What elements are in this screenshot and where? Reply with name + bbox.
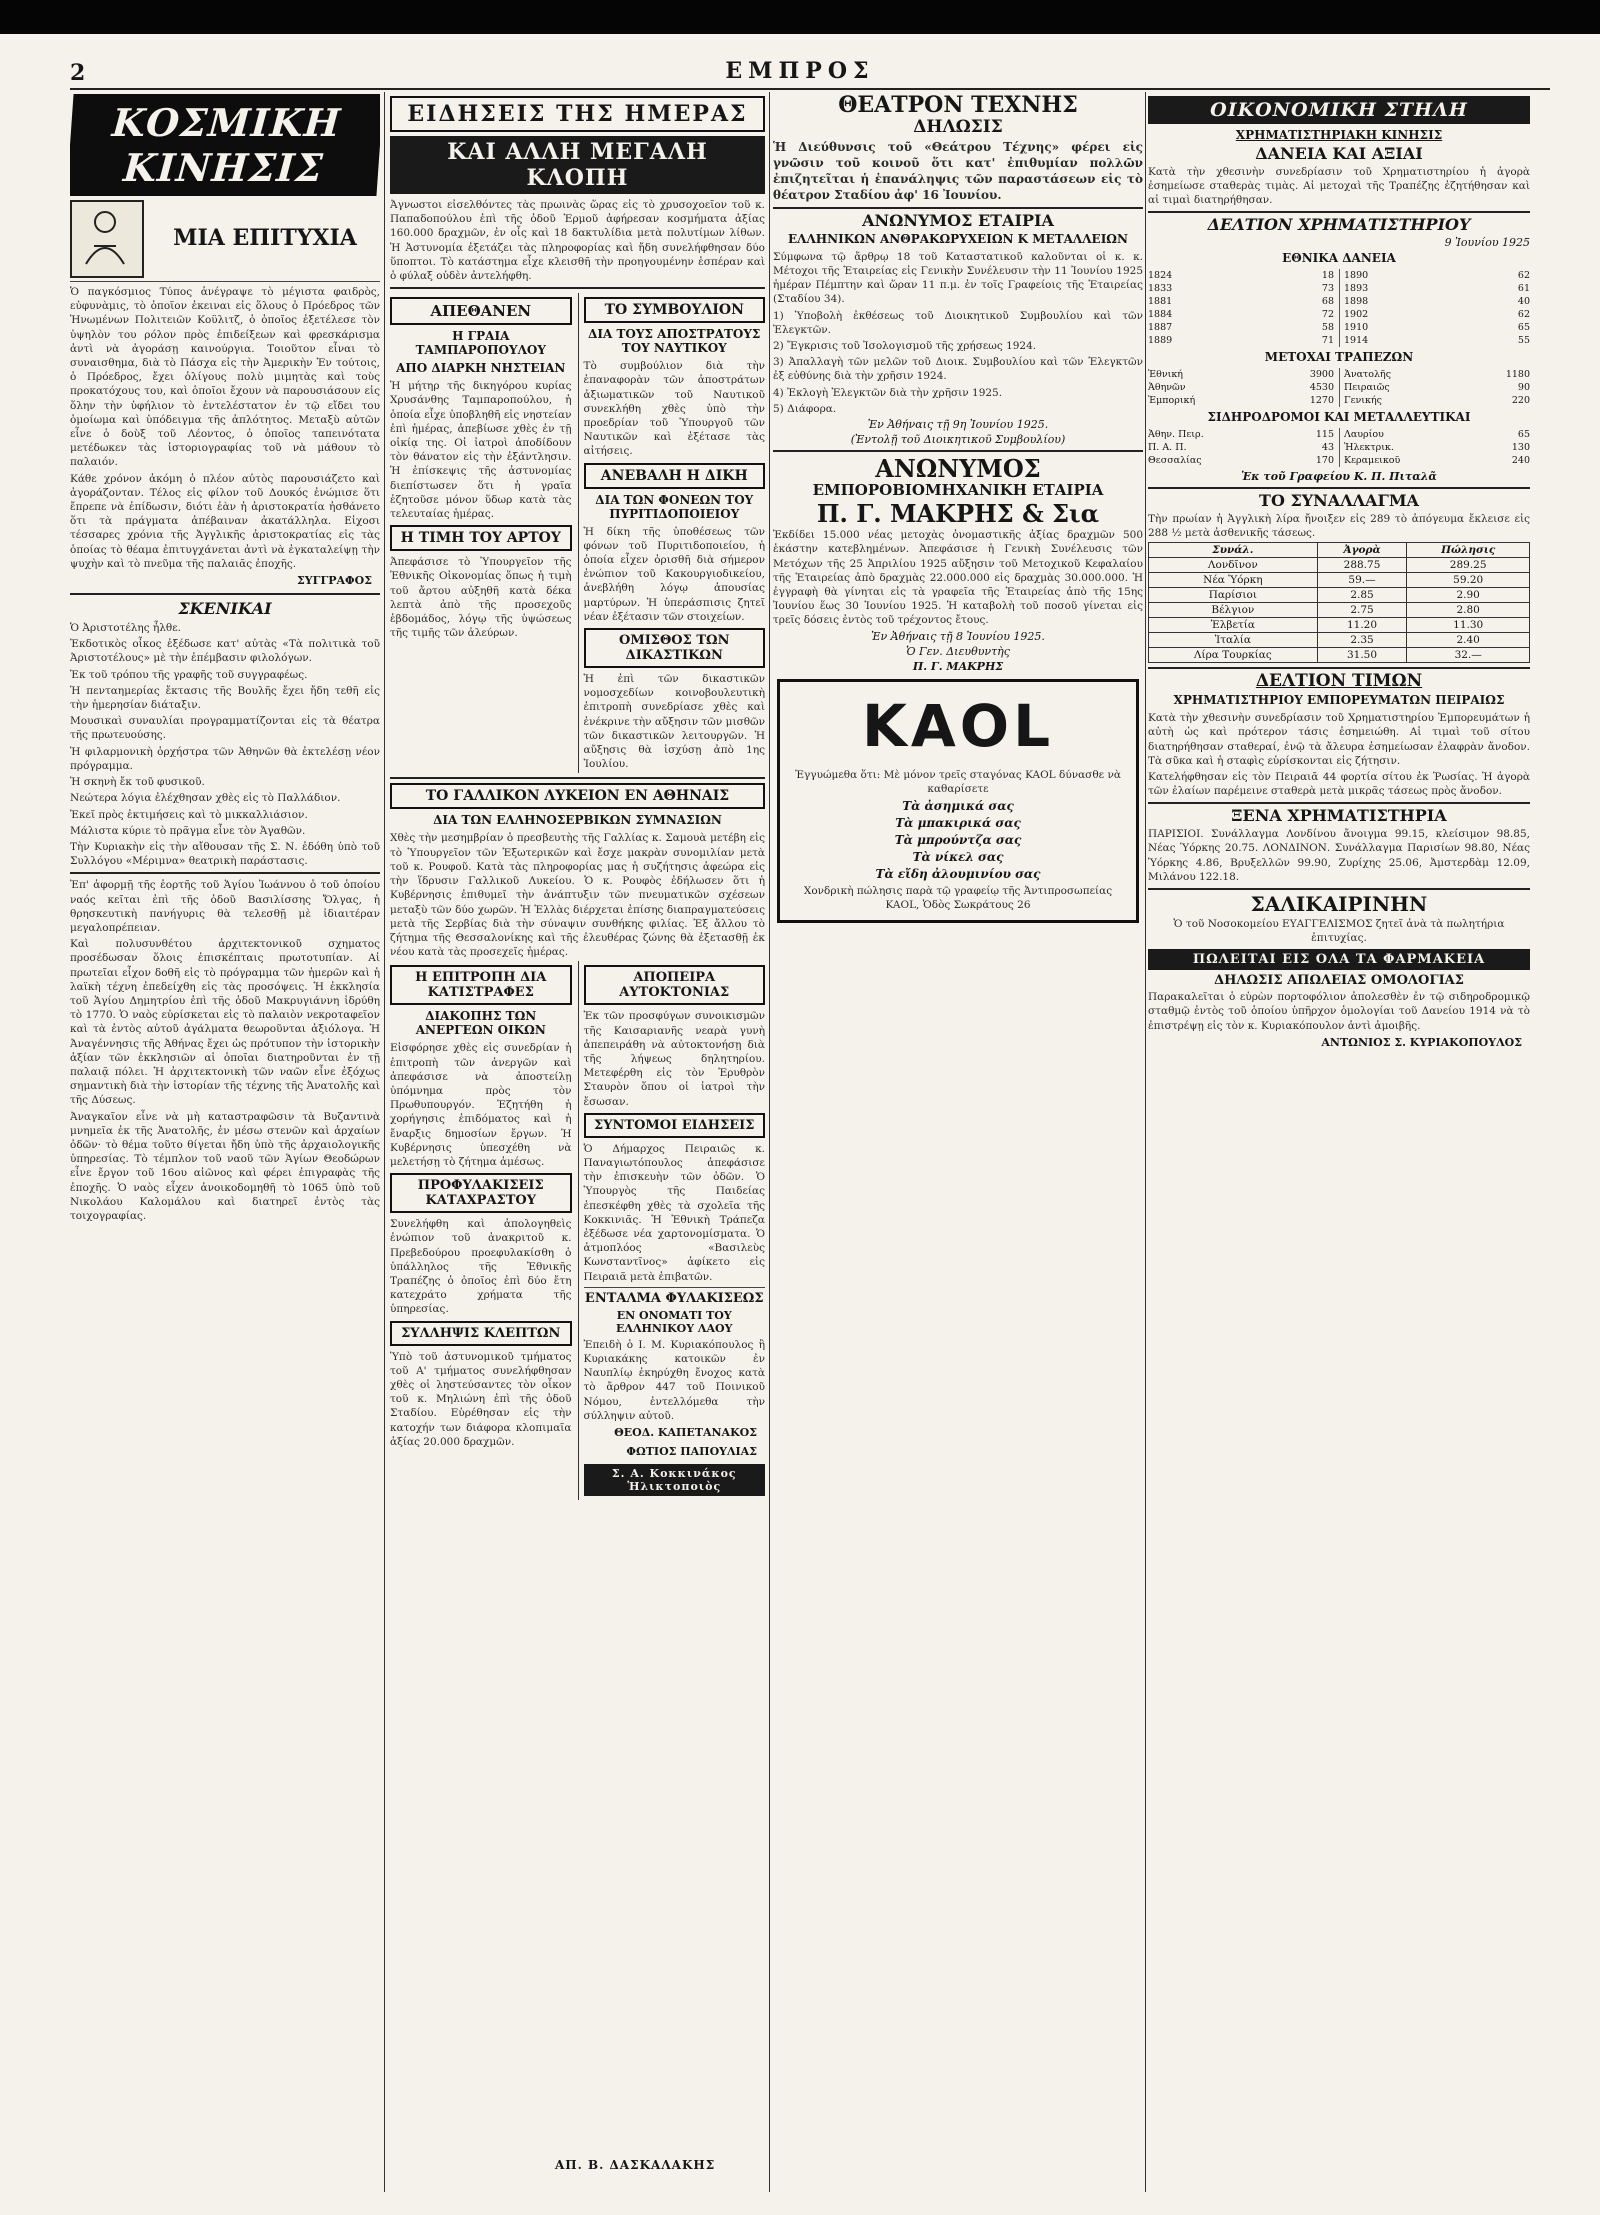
divider — [1148, 487, 1530, 489]
news-item: Ἐκεῖ πρὸς ἐκτιμήσεις καὶ τὸ μικκαλλιάσιον. — [70, 808, 308, 821]
rail-heading: ΣΙΔΗΡΟΔΡΟΜΟΙ ΚΑΙ ΜΕΤΑΛΛΕΥΤΙΚΑΙ — [1207, 410, 1471, 425]
kaol-line: Τὰ μπρούντζα σας — [894, 832, 1022, 847]
story-title: ΣΥΝΤΟΜΟΙ ΕΙΔΗΣΕΙΣ — [584, 1113, 766, 1138]
bond-row: 1910 65 — [1344, 322, 1530, 334]
masthead — [70, 58, 1550, 90]
fx-header: Πώλησις — [1407, 543, 1530, 558]
divider — [70, 872, 380, 874]
column-divider — [1145, 92, 1146, 2192]
finance-subtitle: ΧΡΗΜΑΤΙΣΤΗΡΙΑΚΗ ΚΙΝΗΣΙΣ — [1235, 128, 1443, 142]
news-item: Ὁ Ἀριστοτέλης ἦλθε. — [70, 622, 181, 635]
story-title: ΤΟ ΓΑΛΛΙΚΟΝ ΛΥΚΕΙΟΝ ΕΝ ΑΘΗΝΑΙΣ — [390, 783, 765, 809]
prices-text: Κατὰ τὴν χθεσινὴν συνεδρίασιν τοῦ Χρηματιστηρίου Ἐμπορευμάτων ἡ αὐτὴ ὡς καὶ πρότερον τάσις ἐσημειώθη. Αἱ τιμαὶ τοῦ σίτου διατηρήθησαν σταθεραί, ἐνῷ τὰ ἄλευρα ἐσημείωσαν ἐλαφρὰν ἄνοδον. Τὰ σῦκα καὶ ἡ σταφὶς εὑρίσκονται εἰς ζήτησιν. — [1148, 712, 1530, 767]
fx-row: Παρίσιοι 2.85 2.90 — [1149, 588, 1530, 603]
story-title: ΑΠΟΠΕΙΡΑ ΑΥΤΟΚΤΟΝΙΑΣ — [584, 965, 766, 1005]
notice-signature: Π. Γ. ΜΑΚΡΗΣ — [912, 659, 1004, 673]
story-body: Τὸ συμβούλιον διὰ τὴν ἐπαναφορὰν τῶν ἀποστράτων ἀξιωματικῶν τοῦ Ναυτικοῦ συνεκλήθη χθὲς ὑπὸ τὴν προεδρίαν τοῦ Ὑπουργοῦ τῶν Ναυτικῶν καὶ ἐξέτασε τὰς αἰτήσεις. — [583, 360, 765, 458]
company-notice: Ἐκδίδει 15.000 νέας μετοχὰς ὀνομαστικῆς ἀξίας δραχμῶν 500 ἑκάστην κατεβλημένων. Ἀπεφάσισε ἡ Γενικὴ Συνέλευσις τῶν Μετόχων τῆς 25 Ἀπριλίου 1925 αὔξησιν τοῦ Μετοχικοῦ Κεφαλαίου τῆς Ἑταιρείας ἀπὸ δραχμὰς 22.000.000 εἰς δραχμὰς 30.000.000. Ἡ ἐγγραφὴ θὰ γίνηται εἰς τὰ γραφεῖα τῆς Ἑταιρείας ἀπὸ τῆς 15ης Ἰουνίου ἕως 30 Ἰουνίου 1925. Ἡ καταβολὴ τοῦ ποσοῦ γίνεται εἰς τρεῖς δόσεις ἐντὸς τοῦ τρέχοντος ἔτους. — [773, 529, 1143, 627]
foreign-text: ΠΑΡΙΣΙΟΙ. Συνάλλαγμα Λονδίνου ἄνοιγμα 99.15, κλείσιμον 98.85, Νέας Ὑόρκης 20.75. ΛΟΝΔΙΝΟΝ. Συνάλλαγμα Παρισίων 98.80, Νέας Ὑόρκης 4.86, Βρυξελλῶν 99.90, Ζυρίχης 25.06, Ἀμστερδὰμ 12.09, Μιλάνου 122.18. — [1148, 828, 1530, 883]
bank-row: Ἀνατολῆς 1180 — [1344, 369, 1530, 381]
fx-row: Ἐλβετία 11.20 11.30 — [1149, 618, 1530, 633]
notice-signature: ΦΩΤΙΟΣ ΠΑΠΟΥΛΙΑΣ — [626, 1444, 757, 1458]
top-scan-band — [0, 0, 1600, 34]
news-item: Ἡ φιλαρμονικὴ ὁρχήστρα τῶν Ἀθηνῶν θὰ ἐκτελέσῃ νέον πρόγραμμα. — [70, 745, 380, 772]
story-body: Εἰσφόρησε χθὲς εἰς συνεδρίαν ἡ ἐπιτροπὴ τῶν ἀνεργῶν καὶ ἀπεφάσισε νὰ ἀποστείλῃ ὑπόμνημα πρὸς τὸν Πρωθυπουργόν. Ἐζητήθη ἡ χορήγησις ἐπιδόματος καὶ ἡ ἔναρξις δημοσίων ἔργων. Ἡ Κυβέρνησις ὑπεσχέθη νὰ μελετήσῃ τὸ ζήτημα ἀμέσως. — [390, 1042, 572, 1168]
company-name: Π. Γ. ΜΑΚΡΗΣ & Σια — [816, 498, 1100, 528]
bank-row: Ἐμπορική 1270 — [1148, 395, 1334, 407]
divider — [70, 281, 380, 282]
story-title: Η ΕΠΙΤΡΟΠΗ ΔΙΑ ΚΑΤΙΣΤΡΑΦΕΣ — [390, 965, 572, 1005]
theater-title: ΘΕΑΤΡΟΝ ΤΕΧΝΗΣ — [838, 92, 1078, 118]
illustration-icon — [70, 200, 144, 278]
loans-title: ΔΑΝΕΙΑ ΚΑΙ ΑΞΙΑΙ — [1255, 144, 1423, 163]
kaol-line: Τὰ μπακιρικά σας — [895, 815, 1021, 830]
section-title: ΣΚΕΝΙΚΑΙ — [178, 599, 272, 619]
story-subtitle: Η ΓΡΑΙΑ ΤΑΜΠΑΡΟΠΟΥΛΟΥ — [415, 329, 546, 358]
story-body: Ἀπεφάσισε τὸ Ὑπουργεῖον τῆς Ἐθνικῆς Οἰκονομίας ὅπως ἡ τιμὴ τοῦ ἄρτου αὐξηθῆ κατὰ δέκα λεπτὰ ἀπὸ τῆς προσεχοῦς ἑβδομάδος, λόγῳ τῆς ὑψώσεως τῆς τιμῆς τῶν ἀλεύρων. — [390, 556, 572, 640]
story-title: ΣΥΛΛΗΨΙΣ ΚΛΕΠΤΩΝ — [390, 1321, 572, 1346]
agenda-item: 5) Διάφορα. — [773, 402, 837, 415]
bond-row: 1887 58 — [1148, 322, 1334, 334]
divider — [1148, 888, 1530, 890]
prices-subtitle: ΧΡΗΜΑΤΙΣΤΗΡΙΟΥ ΕΜΠΟΡΕΥΜΑΤΩΝ ΠΕΙΡΑΙΩΣ — [1173, 693, 1505, 708]
notice-body: Ἐπειδὴ ὁ Ι. Μ. Κυριακόπουλος ἢ Κυριακάκης κατοικῶν ἐν Ναυπλίῳ ἐκηρύχθη ἔνοχος κατὰ τὸ ἄρθρον 447 τοῦ Ποινικοῦ Νόμου, ἐντελλόμεθα τὴν σύλληψιν αὐτοῦ. — [583, 1338, 765, 1422]
ad-subtitle: ΠΩΛΕΙΤΑΙ ΕΙΣ ΟΛΑ ΤΑ ΦΑΡΜΑΚΕΙΑ — [1148, 949, 1530, 970]
story-title: ΟΜΙΣΘΟΣ ΤΩΝ ΔΙΚΑΣΤΙΚΩΝ — [584, 628, 766, 668]
fx-title: ΤΟ ΣΥΝΑΛΛΑΓΜΑ — [1259, 491, 1419, 511]
headline: ΜΙΑ ΕΠΙΤΥΧΙΑ — [173, 225, 357, 252]
article-signature: ΣΥΓΓΡΑΦΟΣ — [297, 574, 372, 588]
bank-row: Γενικής 220 — [1344, 395, 1530, 407]
divider — [1148, 667, 1530, 669]
article-signature: ΑΠ. Β. ΔΑΣΚΑΛΑΚΗΣ — [555, 2158, 716, 2172]
article-body: Ὁ παγκόσμιος Τύπος ἀνέγραψε τὸ μέγιστα φαιδρὸς, εὐφυνὰμις, τὸ ὁποῖον ἐκειναι εἰς ὅλους ὁ Πρόεδρος τῶν Ἡνωμένων Πολιτειῶν Κοϋλιτζ, ὁ ὁποῖος ἐξετέλεσε τὸν ὑψηλὸν του ρόλον πρὸς ἐπιδείξεων καὶ φρεσκάρισμα ἀντὶ νὰ ἀγοράσῃ καινούργια. Τοιοῦτον εἶναι τὸ συναισθημα, διὰ τὸ Πάσχα εἰς τὴν Ἀμερικὴν Ἐν τούτοις, ὁ Πρόεδρος, ἔχει ὀλίγους πολὺ μιμητὰς καὶ τοὺς προκατόχους του, καὶ ὁποῖοι ἔχουν νὰ παρουσιάσουν εἰς ὅλην τὴν ὑφήλιον τὸ ἐντελέστατον ἐν τῷ εἴδει του ὁμοίωμα καὶ ὑπόδειγμα τῆς ἀπλότητος. Μεταξὺ αὐτῶν εἶνε ὁ δοὺξ τοῦ Λέοντος, ὁ ὁποῖος ταπεινότατα μετέδωκεν τὰς ἱστοριογραφίας τοῦ νὰ μάθουν τὸ παλαιόν. — [70, 286, 380, 469]
news-item: Μάλιστα κύριε τὸ πρᾶγμα εἶνε τὸν Ἀγαθῶν. — [70, 824, 306, 837]
notice-date: Ἐν Ἀθήναις τῇ 8 Ἰουνίου 1925. — [871, 629, 1045, 643]
news-item: Ἡ πενταημερίας ἔκτασις τῆς Βουλῆς ἔχει ἤδη τεθῆ εἰς τὴν ἡμερησίαν διάταξιν. — [70, 684, 380, 712]
company-subtitle: ΕΛΛΗΝΙΚΩΝ ΑΝΘΡΑΚΩΡΥΧΕΙΩΝ Κ ΜΕΤΑΛΛΕΙΩΝ — [788, 231, 1128, 246]
theater-subtitle: ΔΗΛΩΣΙΣ — [913, 117, 1003, 138]
loans-text: Κατὰ τὴν χθεσινὴν συνεδρίασιν τοῦ Χρηματιστηρίου ἡ ἀγορὰ ἐσημείωσε σταθερὰς τιμὰς. Αἱ μετοχαὶ τῆς Τραπέζης ἐζητήθησαν καὶ αἱ τιμαὶ διατηρήθησαν. — [1148, 165, 1530, 207]
bond-row: 1884 72 — [1148, 309, 1334, 321]
fx-header: Συνάλ. — [1149, 543, 1318, 558]
page-number: 2 — [70, 60, 86, 86]
news-item: Τὴν Κυριακὴν εἰς τὴν αἴθουσαν τῆς Σ. Ν. ἐδόθη ὑπὸ τοῦ Συλλόγου «Μέριμνα» θεατρικὴ παράστασις. — [70, 840, 380, 868]
rail-list — [1148, 428, 1530, 467]
column-social — [70, 92, 380, 2192]
kaol-line: Τὰ νίκελ σας — [912, 849, 1004, 864]
news-item: Ἡ σκηνὴ ἔκ τοῦ φυσικοῦ. — [70, 776, 205, 789]
rail-row: Ἀθην. Πειρ. 115 — [1148, 429, 1334, 441]
rail-row: Κεραμεικοῦ 240 — [1344, 455, 1530, 467]
company-subtitle: ΕΜΠΟΡΟΒΙΟΜΗΧΑΝΙΚΗ ΕΤΑΙΡΙΑ — [812, 481, 1104, 500]
foreign-title: ΞΕΝΑ ΧΡΗΜΑΤΙΣΤΗΡΙΑ — [1231, 806, 1447, 826]
company-notice: Σύμφωνα τῷ ἄρθρῳ 18 τοῦ Καταστατικοῦ καλοῦνται οἱ κ. κ. Μέτοχοι τῆς Ἑταιρείας εἰς Γενικὴν Συνέλευσιν τὴν 11 Ἰουνίου 1925 ἡμέραν Πέμπτην καὶ ὥραν 11 π.μ. ἐν τοῖς Γραφείοις τῆς Ἑταιρείας (Σταδίου 34). — [773, 250, 1143, 306]
news-item: Νεώτερα λόγια ἐλέχθησαν χθὲς εἰς τὸ Παλλάδιον. — [70, 792, 341, 805]
story-subtitle: ΔΙΑΚΟΠΗΣ ΤΩΝ ΑΝΕΡΓΕΩΝ ΟΙΚΩΝ — [415, 1009, 546, 1038]
ad-title: ΣΑΛΙΚΑΙΡΙΝΗΝ — [1250, 892, 1428, 917]
theater-notice: Ἡ Διεύθυνσις τοῦ «Θεάτρου Τέχνης» φέρει εἰς γνῶσιν τοῦ κοινοῦ ὅτι κατ' ἐπιθυμίαν πολλῶν ἐπιζητεῖται ἡ ἐπανάληψις τῶν παραστάσεων εἰς τὸ θέατρον Σταδίου ἀφ' 16 Ἰουνίου. — [773, 139, 1143, 202]
divider — [390, 777, 765, 779]
bank-heading: ΜΕΤΟΧΑΙ ΤΡΑΠΕΖΩΝ — [1264, 350, 1414, 365]
loss-text: Παρακαλεῖται ὁ εὑρὼν πορτοφόλιον ἀπολεσθὲν ἐν τῷ σιδηροδρομικῷ σταθμῷ ἐντὸς τοῦ ὁποίου ὑπῆρχον ὁμολογίαι τοῦ Δανείου 1914 νὰ τὸ ἐπιστρέψῃ εἰς τὸν κ. Κυριακόπουλον ἀντὶ ἀμοιβῆς. — [1148, 991, 1530, 1032]
column-notices — [773, 92, 1143, 2192]
news-item: Ἐκ τοῦ τρόπου τῆς γραφῆς τοῦ συγγραφέως. — [70, 668, 308, 681]
story-title: ΤΟ ΣΥΜΒΟΥΛΙΟΝ — [584, 297, 766, 323]
agenda-item: 3) Ἀπαλλαγὴ τῶν μελῶν τοῦ Διοικ. Συμβουλίου καὶ τῶν Ἐλεγκτῶν ἐξ εὐθύνης διὰ τὴν χρῆσιν 1924. — [773, 356, 1143, 383]
divider — [1148, 802, 1530, 804]
story-body: Ἐκ τῶν προσφύγων συνοικισμῶν τῆς Καισαριανῆς νεαρὰ γυνὴ ἀπεπειράθη νὰ αὐτοκτονήσῃ διὰ τῆς λήψεως δηλητηρίου. Μετεφέρθη εἰς τὸν Ἐρυθρὸν Σταυρὸν ὅπου οἱ ἰατροὶ τὴν ἔσωσαν. — [583, 1010, 765, 1108]
divider — [1148, 211, 1530, 213]
notice-signature: (Ἐντολῇ τοῦ Διοικητικοῦ Συμβουλίου) — [850, 432, 1066, 446]
story-title: ΑΠΕΘΑΝΕΝ — [390, 297, 572, 325]
bond-row: 1898 40 — [1344, 296, 1530, 308]
headline: ΚΑΙ ΑΛΛΗ ΜΕΓΑΛΗ ΚΛΟΠΗ — [390, 136, 765, 194]
notice-subtitle: ΕΝ ΟΝΟΜΑΤΙ ΤΟΥ ΕΛΛΗΝΙΚΟΥ ΛΑΟΥ — [616, 1308, 733, 1335]
kaol-footer: Χονδρικὴ πώλησις παρὰ τῷ γραφείῳ τῆς Ἀντιπροσωπείας KAOL, Ὁδὸς Σωκράτους 26 — [803, 884, 1113, 912]
kaol-brand: KAOL — [861, 691, 1055, 760]
bond-list — [1148, 269, 1530, 347]
loss-title: ΔΗΛΩΣΙΣ ΑΠΩΛΕΙΑΣ ΟΜΟΛΟΓΙΑΣ — [1214, 973, 1464, 989]
story-subtitle: ΔΙΑ ΤΟΥΣ ΑΠΟΣΤΡΑΤΟΥΣ ΤΟΥ ΝΑΥΤΙΚΟΥ — [588, 327, 761, 356]
agenda-item: 1) Ὑποβολὴ ἐκθέσεως τοῦ Διοικητικοῦ Συμβουλίου καὶ τῶν Ἐλεγκτῶν. — [773, 309, 1143, 336]
fx-header: Ἀγορὰ — [1317, 543, 1407, 558]
bond-row: 1890 62 — [1344, 270, 1530, 282]
story-subtitle: ΔΙΑ ΤΩΝ ΕΛΛΗΝΟΣΕΡΒΙΚΩΝ ΣΥΜΝΑΣΙΩΝ — [433, 813, 722, 828]
rail-row: Ἠλεκτρικ. 130 — [1344, 442, 1530, 454]
story-body: Συνελήφθη καὶ ἀπολογηθεὶς ἐνώπιον τοῦ ἀνακριτοῦ κ. Πρεβεδούρου προεφυλακίσθη ὁ ὑπάλληλος τῆς Ἐθνικῆς Τραπέζης ὁ ὁποῖος ἐπὶ δύο ἔτη κατεχράτο χρήματα τῆς ὑπηρεσίας. — [390, 1218, 572, 1316]
agenda-item: 4) Ἐκλογὴ Ἐλεγκτῶν διὰ τὴν χρῆσιν 1925. — [773, 386, 1003, 399]
bulletin-date: 9 Ἰουνίου 1925 — [1444, 236, 1530, 250]
company-title: ΑΝΩΝΥΜΟΣ ΕΤΑΙΡΙΑ — [862, 210, 1054, 230]
kaol-intro: Ἐγγυώμεθα ὅτι: Μὲ μόνον τρεῖς σταγόνας KAOL δύνασθε νὰ καθαρίσετε — [795, 768, 1121, 795]
section-masthead: ΕΙΔΗΣΕΙΣ ΤΗΣ ΗΜΕΡΑΣ — [390, 96, 765, 132]
notice-title: ΕΝΤΑΛΜΑ ΦΥΛΑΚΙΣΕΩΣ — [584, 1290, 764, 1306]
story-body: Χθὲς τὴν μεσημβρίαν ὁ πρεσβευτὴς τῆς Γαλλίας κ. Σαμουὰ μετέβη εἰς τὸ Ὑπουργεῖον τῶν Ἐξωτερικῶν καὶ ἔσχε μακρὰν συνομιλίαν μετὰ τοῦ κ. Ρουφοῦ. Κατὰ τὰς πληροφορίας μας ἡ συζήτησις ἀφεώρα εἰς τὴν ἵδρυσιν Γαλλικοῦ Λυκείου. Ὁ κ. Ρουφὸς ἐδήλωσεν ὅτι ἡ Κυβέρνησις ἐπιθυμεῖ τὴν ἀνάπτυξιν τῶν πνευματικῶν σχέσεων μεταξὺ τῶν δύο χωρῶν. Ἡ Ἑλλὰς διέρχεται ἐπίσης διαπραγματεύσεις μετὰ τῆς Σερβίας διὰ τὴν σύναψιν συνθήκης φιλίας. Ἐξ ἄλλου τὸ ζήτημα τῆς Θεσσαλονίκης καὶ τῆς ἐλευθέρας ζώνης θὰ ἐξετασθῇ ἐκ νέου κατὰ τὰς προσεχεῖς ἡμέρας. — [390, 832, 765, 959]
fx-row: Λονδῖνον 288.75 289.25 — [1149, 558, 1530, 573]
divider — [390, 287, 765, 289]
article-body: Καὶ πολυσυνθέτου ἀρχιτεκτονικοῦ σχηματος προσέδωσαν ὅλοις ἐπισκέπταις πρωτοτυπίαν. Αἱ πρωτεῖαι εἶχον δοθῆ εἰς τὸ πρόγραμμα τῶν ἡμερῶν καὶ ἡ λαϊκὴ τέχνη ἐπεδείχθη εἰς τὰς προσόψεις. Ἡ ἐκκλησία τοῦ Ἁγίου Δημητρίου ἐπὶ τῆς ὁδοῦ Μακρυγιάννη ἱδρύθη τὸ 1770. Ὁ ναὸς εὑρίσκεται εἰς τὸ παλαιὸν νεκροταφεῖον καὶ τὰ ἐντὸς αὐτοῦ ἀγάλματα θεωροῦνται ἀξιόλογα. Ἡ Ἀναγέννησις τῆς Ἀθήνας ἔχει ὡς πρότυπον τὴν ἱστορικὴν ἀξίαν τῶν ἐκκλησιῶν αἱ ὁποῖαι διατηροῦνται ἐν τῇ παλαιᾷ πόλει. Ἡ ἀρχιτεκτονικὴ τῶν ναῶν εἶνε ἐξόχως σημαντικὴ διὰ τὴν ἱστορίαν τῆς τέχνης τῆς Ἀνατολῆς καὶ τῆς Δύσεως. — [70, 938, 380, 1107]
kaol-line: Τὰ εἴδη ἀλουμινίου σας — [875, 866, 1041, 881]
paper-name: ΕΜΠΡΟΣ — [725, 58, 875, 84]
column-finance — [1148, 92, 1530, 2192]
fx-text: Τὴν πρωίαν ἡ Ἀγγλικὴ λίρα ἤνοιξεν εἰς 289 τὸ ἀπόγευμα ἔκλεισε εἰς 288 ½ μετὰ ἀσθενικῆς τάσεως. — [1148, 513, 1530, 540]
prices-title: ΔΕΛΤΙΟΝ ΤΙΜΩΝ — [1255, 671, 1423, 692]
story-subtitle: ΔΙΑ ΤΩΝ ΦΟΝΕΩΝ ΤΟΥ ΠΥΡΙΤΙΔΟΠΟΙΕΙΟΥ — [595, 492, 754, 521]
article-intro: Ἐπ' ἀφορμῇ τῆς ἐορτῆς τοῦ Ἁγίου Ἰωάννου ὁ τοῦ ὁποίου ναός κεῖται ἐπὶ τῆς ὁδοῦ Βασιλίσσης Ὄλγας, ἡ θρησκευτικὴ πανήγυρις θὰ τελεσθῇ μὲ ἰδιαιτέραν μεγαλοπρέπειαν. — [70, 879, 380, 934]
divider — [773, 450, 1143, 452]
bank-row: Ἐθνική 3900 — [1148, 369, 1334, 381]
fx-header-row — [1149, 543, 1530, 558]
article-body: Ἀναγκαῖον εἶνε νὰ μὴ καταστραφῶσιν τὰ Βυζαντινὰ μνημεῖα ἐκ τῆς Ἀνατολῆς, ἐν μέσω στενῶν καὶ ἀρχαίων ὀδῶν· τὸ θέμα τοῦτο θίγεται ἤδη ὑπὸ τῆς ἀρχαιολογικῆς ὑπηρεσίας. Τὸ τέμπλον τοῦ ναοῦ τῶν Ἁγίων Θεοδώρων εἶνε ἔργον τοῦ 16ου αἰῶνος καὶ φέρει ἐπιγραφὰς τῆς ἐποχῆς. Ὁ ναὸς εἶχεν ἀνοικοδομηθῆ τὸ 1065 ὑπὸ τοῦ Νικολάου Καλομάλου καὶ διατηρεῖ ἐντὸς τὰς τοιχογραφίας. — [70, 1110, 380, 1222]
kaol-advertisement — [777, 679, 1139, 924]
story-title: Η ΤΙΜΗ ΤΟΥ ΑΡΤΟΥ — [390, 525, 572, 551]
bank-row: Πειραιῶς 90 — [1344, 382, 1530, 394]
bond-row: 1881 68 — [1148, 296, 1334, 308]
divider — [773, 207, 1143, 209]
column-divider — [384, 92, 385, 2192]
agenda-item: 2) Ἔγκρισις τοῦ Ἰσολογισμοῦ τῆς χρήσεως 1924. — [773, 339, 1037, 352]
rail-row: Θεσσαλίας 170 — [1148, 455, 1334, 467]
article-body: Κάθε χρόνον ἀκόμη ὁ πλέον αὐτὸς παρουσιάζετο καὶ ἀγοράζονταν. Τέλος εἰς φίλον τοῦ Δουκός ἐνώμισε ὅτι ἔπρεπε νὰ ἐπίδωσιν, διότι ἐὰν ἡ ἀριστοκρατία ἠσθάνετο ὅτι τὰ πράγματα ἀπέβαιναν ἀκατάλληλα. Εἰχοσι τέσσαρες χρόνια τῆς Ἀγγλικῆς ἀριστοκρατίας εἰς τὰς ὁποίας τὸ θέαμα ἐπιτυγχάνεται ἀντὶ νὰ ἐγκαταλείψῃ τὴν ψυχὴν καὶ τὸ πνεῦμα τῆς παλαιᾶς ἐποχῆς. — [70, 472, 380, 570]
bank-list — [1148, 368, 1530, 407]
divider — [584, 1287, 766, 1288]
divider — [70, 593, 380, 595]
story-title: ΑΝΕΒΑΛΗ Η ΔΙΚΗ — [584, 463, 766, 489]
rail-row: Π. Α. Π. 43 — [1148, 442, 1334, 454]
bond-heading: ΕΘΝΙΚΑ ΔΑΝΕΙΑ — [1282, 251, 1396, 266]
bond-row: 1893 61 — [1344, 283, 1530, 295]
story-body: Ὑπὸ τοῦ ἀστυνομικοῦ τμήματος τοῦ Α' τμήματος συνελήφθησαν χθὲς οἱ ληστεύσαντες τὸν οἶκον τοῦ κ. Μηλιώνη ἐπὶ τῆς ὁδοῦ Σταδίου. Εὑρέθησαν εἰς τὴν κατοχήν των διάφορα κλοπιμαῖα ἀξίας 20.000 δραχμῶν. — [390, 1350, 572, 1448]
column-news — [390, 92, 765, 2192]
ad-text: Ὁ τοῦ Νοσοκομείου ΕΥΑΓΓΕΛΙΣΜΟΣ ζητεῖ ἀνὰ τὰ πωλητήρια ἐπιτυχίας. — [1173, 918, 1505, 945]
notice-signature: ΘΕΟΔ. ΚΑΠΕΤΑΝΑΚΟΣ — [614, 1425, 757, 1439]
news-item: Μουσικαὶ συναυλίαι προγραμματίζονται εἰς τὰ θέατρα τῆς πρωτευούσης. — [70, 715, 380, 742]
fx-table — [1148, 542, 1530, 663]
rail-row: Λαυρίου 65 — [1344, 429, 1530, 441]
finance-title: ΟΙΚΟΝΟΜΙΚΗ ΣΤΗΛΗ — [1148, 96, 1530, 124]
story-subtitle: ΑΠΟ ΔΙΑΡΚΗ ΝΗΣΤΕΙΑΝ — [396, 361, 566, 376]
fx-row: Ἰταλία 2.35 2.40 — [1149, 633, 1530, 648]
story-title: ΠΡΟΦΥΛΑΚΙΣΕΙΣ ΚΑΤΑΧΡΑΣΤΟΥ — [390, 1173, 572, 1213]
notice-signature: Ὁ Γεν. Διευθυντὴς — [906, 644, 1010, 658]
company-title: ΑΝΩΝΥΜΟΣ — [875, 453, 1041, 483]
loss-signature: ΑΝΤΩΝΙΟΣ Σ. ΚΥΡΙΑΚΟΠΟΥΛΟΣ — [1321, 1035, 1522, 1049]
section-banner: ΚΟΣΜΙΚΗ ΚΙΝΗΣΙΣ — [70, 94, 380, 196]
story-body: Ὁ Δήμαρχος Πειραιῶς κ. Παναγιωτόπουλος ἀπεφάσισε τὴν ἐπισκευὴν τῶν ὁδῶν. Ὁ Ὑπουργὸς τῆς Παιδείας ἐπεσκέφθη χθὲς τὰ σχολεῖα τῆς Κοκκινιᾶς. Ἡ Ἐθνικὴ Τράπεζα ἐξέδωσε νέα χαρτονομίσματα. Ὁ ἀτμοπλόος «Βασιλεὺς Κωνσταντῖνος» ἀφίκετο εἰς Πειραιᾶ μετὰ ἐπιβατῶν. — [583, 1142, 765, 1283]
bank-row: Ἀθηνῶν 4530 — [1148, 382, 1334, 394]
bond-row: 1824 18 — [1148, 270, 1334, 282]
bond-row: 1833 73 — [1148, 283, 1334, 295]
story-body: Ἡ ἐπὶ τῶν δικαστικῶν νομοσχεδίων κοινοβουλευτικὴ ἐπιτροπὴ συνεδρίασε χθὲς καὶ ἐνέκρινε τὴν αὔξησιν τῶν μισθῶν τῶν δικαστικῶν λειτουργῶν. Ἡ αὔξησις θὰ ἰσχύσῃ ἀπὸ 1ης Ἰουλίου. — [583, 673, 765, 771]
notice-footer: Σ. Α. Κοκκινάκος Ἡλικτοποιὸς — [584, 1464, 766, 1496]
article-lead: Ἀγνωστοι εἰσελθόντες τὰς πρωινὰς ὥρας εἰς τὸ χρυσοχοεῖον τοῦ κ. Παπαδοπούλου ἐπὶ τῆς ὁδοῦ Ἑρμοῦ ἀφήρεσαν κοσμήματα ἀξίας 160.000 δραχμῶν, ἐν οἷς καὶ 18 δακτυλίδια μετὰ πολυτίμων λίθων. Ἡ Ἀστυνομία ἐξετάζει τὰς πληροφορίας καὶ ἤδη συνελήφθησαν δύο ὕποπτοι. Τὸ κατάστημα εἶχε κλεισθῆ τὴν προηγουμένην ἑσπέραν καὶ ὁ φύλαξ οὐδὲν ἀντελήφθη. — [390, 199, 765, 283]
notice-date: Ἐν Ἀθήναις τῇ 9η Ἰουνίου 1925. — [867, 417, 1049, 431]
fx-row: Νέα Ὑόρκη 59.— 59.20 — [1149, 573, 1530, 588]
bond-row: 1902 62 — [1344, 309, 1530, 321]
bulletin-title: ΔΕΛΤΙΟΝ ΧΡΗΜΑΤΙΣΤΗΡΙΟΥ — [1207, 215, 1471, 235]
bulletin-source: Ἐκ τοῦ Γραφείου Κ. Π. Πιταλᾶ — [1241, 470, 1437, 484]
story-body: Ἡ δίκη τῆς ὑποθέσεως τῶν φόνων τοῦ Πυριτιδοποιείου, ἡ ὁποία εἶχεν ὁρισθῆ διὰ σήμερον ἐνώπιον τοῦ Κακουργιοδικείου, ἀνεβλήθη λόγῳ ἀπουσίας μαρτύρων. Ἡ ὑπεράσπισις ζητεῖ νέαν ἐξέτασιν τῶν στοιχείων. — [583, 525, 765, 623]
news-item: Ἐκδοτικὸς οἶκος ἐξέδωσε κατ' αὐτὰς «Τὰ πολιτικὰ τοῦ Ἀριστοτέλους» μὲ τὴν ἐπέμβασιν φιλολόγων. — [70, 638, 380, 665]
bond-row: 1889 71 — [1148, 335, 1334, 347]
story-body: Ἡ μήτηρ τῆς δικηγόρου κυρίας Χρυσάνθης Ταμπαροπούλου, ἡ ὁποία εἶχε ὑποβληθῆ εἰς νηστείαν ἐπὶ ἡμέρας, ἀπεβίωσε χθὲς ἐν τῇ οἰκίᾳ της. Οἱ ἰατροὶ ἀποδίδουν τὸν θάνατον εἰς τὴν ἐξάντλησιν. Ἡ ἐπίσκεψις τῆς ἀστυνομίας διεπίστωσεν ὅτι ἡ γραῖα ἐζητοῦσε μόνον ὕδωρ κατὰ τὰς τελευταίας ἡμέρας. — [390, 380, 572, 521]
column-divider — [769, 92, 770, 2192]
prices-text: Κατελήφθησαν εἰς τὸν Πειραιᾶ 44 φορτία σίτου ἐκ Ῥωσίας. Ἡ ἀγορὰ τῶν ἐλαίων παρέμεινε σταθερὰ μετὰ μικρᾶς τάσεως πρὸς ἄνοδον. — [1148, 771, 1530, 798]
fx-row: Λίρα Τουρκίας 31.50 32.— — [1149, 648, 1530, 663]
kaol-line: Τὰ ἀσημικά σας — [902, 798, 1014, 813]
fx-row: Βέλγιον 2.75 2.80 — [1149, 603, 1530, 618]
bond-row: 1914 55 — [1344, 335, 1530, 347]
